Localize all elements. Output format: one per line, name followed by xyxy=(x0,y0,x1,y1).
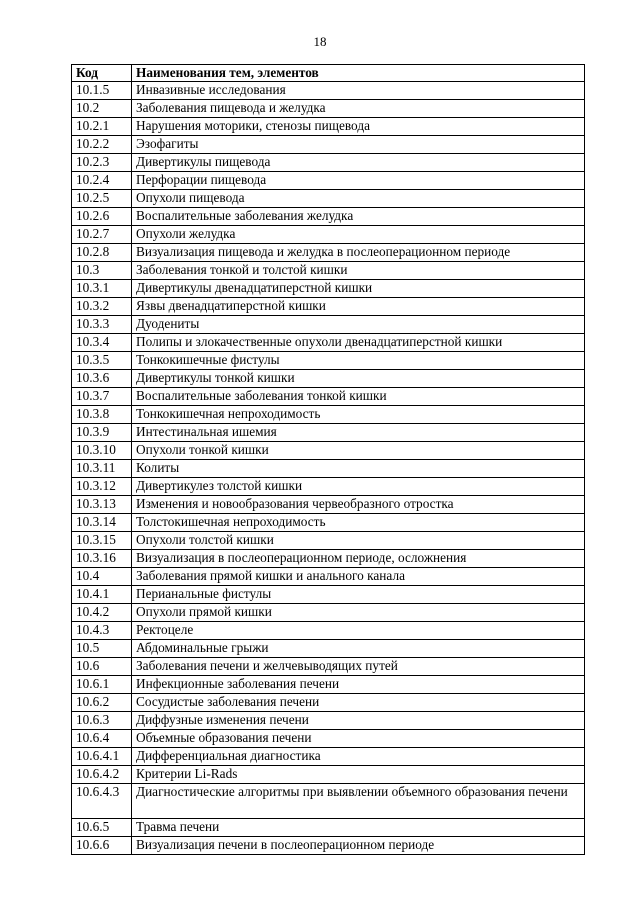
table-row xyxy=(72,819,585,837)
row-code: 10.3.11 xyxy=(72,460,132,478)
row-name: Опухоли прямой кишки xyxy=(132,604,585,622)
row-name: Объемные образования печени xyxy=(132,730,585,748)
row-code: 10.3.4 xyxy=(72,334,132,352)
row-code: 10.2.2 xyxy=(72,136,132,154)
table-row xyxy=(72,316,585,334)
topics-table xyxy=(71,64,585,855)
row-name: Толстокишечная непроходимость xyxy=(132,514,585,532)
row-code: 10.6.4.3 xyxy=(72,784,132,819)
table-row xyxy=(72,496,585,514)
row-name: Дуодениты xyxy=(132,316,585,334)
row-code: 10.2.6 xyxy=(72,208,132,226)
row-name: Язвы двенадцатиперстной кишки xyxy=(132,298,585,316)
row-name: Опухоли тонкой кишки xyxy=(132,442,585,460)
table-row xyxy=(72,676,585,694)
row-code: 10.3.5 xyxy=(72,352,132,370)
row-name: Заболевания тонкой и толстой кишки xyxy=(132,262,585,280)
row-code: 10.6.6 xyxy=(72,837,132,855)
row-code: 10.3.1 xyxy=(72,280,132,298)
table-row xyxy=(72,748,585,766)
row-name: Опухоли желудка xyxy=(132,226,585,244)
row-code: 10.3.3 xyxy=(72,316,132,334)
table-row xyxy=(72,460,585,478)
table-row xyxy=(72,837,585,855)
table-row xyxy=(72,442,585,460)
row-name: Травма печени xyxy=(132,819,585,837)
row-name: Интестинальная ишемия xyxy=(132,424,585,442)
row-code: 10.6.4 xyxy=(72,730,132,748)
table-row xyxy=(72,388,585,406)
row-code: 10.3.13 xyxy=(72,496,132,514)
table-row xyxy=(72,208,585,226)
row-name: Изменения и новообразования червеобразного отростка xyxy=(132,496,585,514)
header-code: Код xyxy=(72,65,132,82)
row-name: Опухоли пищевода xyxy=(132,190,585,208)
page-number: 18 xyxy=(313,34,327,49)
table-row xyxy=(72,784,585,819)
row-name: Визуализация в послеоперационном периоде, осложнения xyxy=(132,550,585,568)
row-code: 10.1.5 xyxy=(72,82,132,100)
row-name: Визуализация пищевода и желудка в послеоперационном периоде xyxy=(132,244,585,262)
row-name: Тонкокишечная непроходимость xyxy=(132,406,585,424)
row-code: 10.2.3 xyxy=(72,154,132,172)
row-name: Заболевания печени и желчевыводящих путей xyxy=(132,658,585,676)
row-name: Диффузные изменения печени xyxy=(132,712,585,730)
row-code: 10.2.7 xyxy=(72,226,132,244)
row-code: 10.6.5 xyxy=(72,819,132,837)
table-row xyxy=(72,568,585,586)
row-code: 10.4.3 xyxy=(72,622,132,640)
row-name: Перфорации пищевода xyxy=(132,172,585,190)
table-row xyxy=(72,280,585,298)
row-name: Колиты xyxy=(132,460,585,478)
row-name: Дивертикулы тонкой кишки xyxy=(132,370,585,388)
row-code: 10.3.8 xyxy=(72,406,132,424)
table-row xyxy=(72,82,585,100)
row-name: Дивертикулы пищевода xyxy=(132,154,585,172)
row-name: Критерии Li-Rads xyxy=(132,766,585,784)
row-name: Тонкокишечные фистулы xyxy=(132,352,585,370)
row-code: 10.2.4 xyxy=(72,172,132,190)
row-name: Заболевания пищевода и желудка xyxy=(132,100,585,118)
row-code: 10.5 xyxy=(72,640,132,658)
row-name: Инфекционные заболевания печени xyxy=(132,676,585,694)
row-code: 10.3.16 xyxy=(72,550,132,568)
row-name: Дивертикулез толстой кишки xyxy=(132,478,585,496)
row-code: 10.6.2 xyxy=(72,694,132,712)
table-row xyxy=(72,712,585,730)
table-row xyxy=(72,136,585,154)
row-name: Эзофагиты xyxy=(132,136,585,154)
row-code: 10.6.3 xyxy=(72,712,132,730)
row-code: 10.2 xyxy=(72,100,132,118)
row-code: 10.3.15 xyxy=(72,532,132,550)
table-row xyxy=(72,586,585,604)
row-name: Полипы и злокачественные опухоли двенадцатиперстной кишки xyxy=(132,334,585,352)
table-row xyxy=(72,622,585,640)
table-row xyxy=(72,100,585,118)
table-row xyxy=(72,604,585,622)
row-name: Инвазивные исследования xyxy=(132,82,585,100)
table-row xyxy=(72,478,585,496)
row-code: 10.2.8 xyxy=(72,244,132,262)
table-row xyxy=(72,262,585,280)
row-name: Абдоминальные грыжи xyxy=(132,640,585,658)
row-code: 10.3.2 xyxy=(72,298,132,316)
row-code: 10.6.4.1 xyxy=(72,748,132,766)
table-row xyxy=(72,370,585,388)
row-name: Ректоцеле xyxy=(132,622,585,640)
row-code: 10.3.9 xyxy=(72,424,132,442)
table-row xyxy=(72,532,585,550)
table-row xyxy=(72,334,585,352)
table-row xyxy=(72,172,585,190)
table-row xyxy=(72,190,585,208)
row-code: 10.6 xyxy=(72,658,132,676)
table-row xyxy=(72,514,585,532)
row-code: 10.2.1 xyxy=(72,118,132,136)
row-code: 10.6.4.2 xyxy=(72,766,132,784)
row-name: Визуализация печени в послеоперационном периоде xyxy=(132,837,585,855)
row-name: Диагностические алгоритмы при выявлении объемного образования печени xyxy=(132,784,585,819)
row-code: 10.4.2 xyxy=(72,604,132,622)
table-header-row xyxy=(72,65,585,82)
row-code: 10.4 xyxy=(72,568,132,586)
table-row xyxy=(72,406,585,424)
row-name: Воспалительные заболевания тонкой кишки xyxy=(132,388,585,406)
row-code: 10.3 xyxy=(72,262,132,280)
row-code: 10.3.6 xyxy=(72,370,132,388)
row-code: 10.3.12 xyxy=(72,478,132,496)
table-row xyxy=(72,730,585,748)
row-name: Заболевания прямой кишки и анального канала xyxy=(132,568,585,586)
table-body xyxy=(72,82,585,855)
row-code: 10.3.10 xyxy=(72,442,132,460)
table-row xyxy=(72,352,585,370)
table-row xyxy=(72,550,585,568)
row-name: Нарушения моторики, стенозы пищевода xyxy=(132,118,585,136)
header-name: Наименования тем, элементов xyxy=(132,65,585,82)
row-code: 10.3.14 xyxy=(72,514,132,532)
table-row xyxy=(72,154,585,172)
row-name: Воспалительные заболевания желудка xyxy=(132,208,585,226)
table-row xyxy=(72,640,585,658)
row-name: Перианальные фистулы xyxy=(132,586,585,604)
row-name: Дифференциальная диагностика xyxy=(132,748,585,766)
row-code: 10.3.7 xyxy=(72,388,132,406)
row-code: 10.2.5 xyxy=(72,190,132,208)
table-row xyxy=(72,244,585,262)
table-row xyxy=(72,694,585,712)
table-row xyxy=(72,766,585,784)
row-name: Дивертикулы двенадцатиперстной кишки xyxy=(132,280,585,298)
row-code: 10.6.1 xyxy=(72,676,132,694)
row-name: Опухоли толстой кишки xyxy=(132,532,585,550)
row-name: Сосудистые заболевания печени xyxy=(132,694,585,712)
row-code: 10.4.1 xyxy=(72,586,132,604)
table-row xyxy=(72,424,585,442)
table-row xyxy=(72,658,585,676)
table-row xyxy=(72,226,585,244)
table-row xyxy=(72,298,585,316)
table-row xyxy=(72,118,585,136)
